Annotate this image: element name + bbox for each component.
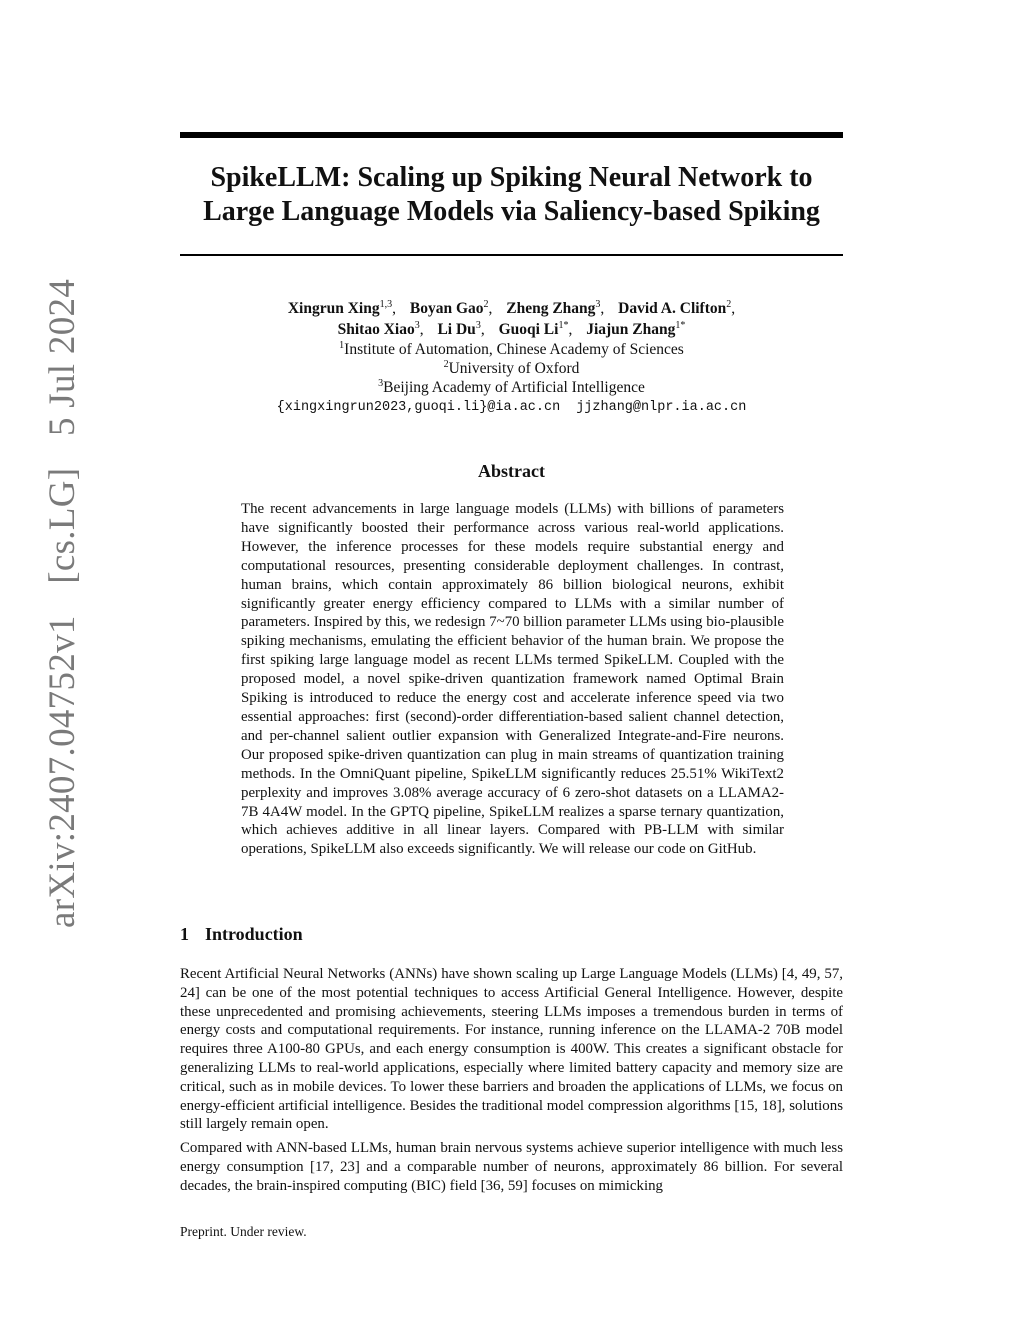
affiliation: $^3$Beijing Academy of Artificial Intelligence [378,378,645,396]
email-line [180,397,843,418]
arxiv-id: arXiv:2407.04752v1 [42,615,83,928]
footer-note: Preprint. Under review. [180,1224,307,1239]
email-2[interactable]: jjzhang@nlpr.ia.ac.cn [576,400,747,415]
author: Li Du$^3$ [437,320,481,338]
title-top-rule [180,132,843,138]
author-line-2: Shitao Xiao$^3$, Li Du$^3$, Guoqi $Li^{1*}$, Jiajun Zhang$^{1*}$ [337,320,686,338]
affiliation: $^1$Institute of Automation, Chinese Academy of Sciences [339,340,684,358]
abstract-text: The recent advancements in large language models (LLMs) with billions of parameters have significantly boosted their performance across various real-world applications. However, the inference processes for these models require substantial energy and computational resources, presenting considerable deployment challenges. In contrast, human brains, which contain approximately 86 billion biological neurons, exhibit significantly greater energy efficiency compared to LLMs with a similar number of parameters. Inspired by this, we redesign 7~70 billion parameter LLMs using bio-plausible spiking mechanisms, emulating the efficient behavior of the human brain. We propose the first spiking large language model as recent LLMs termed SpikeLLM. Coupled with the proposed model, a novel spike-driven quantization framework named Optimal Brain Spiking is introduced to reduce the energy cost and accelerate inference speed via two essential approaches: first (second)-order differentiation-based salient channel detection, and per-channel salient outlier expansion with Generalized Integrate-and-Fire neurons. Our proposed spike-driven quantization can plug in main streams of quantization training methods. In the OmniQuant pipeline, SpikeLLM significantly reduces 25.51% WikiText2 perplexity and improves 3.08% average accuracy of 6 zero-shot datasets on a LLAMA2-7B 4A4W model. In the GPTQ pipeline, SpikeLLM realizes a sparse ternary quantization, which achieves additive in all linear layers. Compared with PB-LLM with similar operations, SpikeLLM also exceeds significantly. We will release our code on GitHub. [241,501,784,858]
arxiv-date: 5 Jul 2024 [42,278,83,437]
title-line-1: SpikeLLM: Scaling up Spiking Neural Network to [210,162,813,193]
arxiv-category: [cs.LG] [42,467,83,584]
author: Boyan Gao$^2$ [409,299,489,317]
author: Zheng Zhang$^3$ [506,299,601,317]
affiliation: $^2$University of Oxford [443,359,580,377]
author: Guoqi $Li^{1*}$ [498,320,569,338]
author: Jiajun Zhang$^{1*}$ [586,320,686,338]
section-heading-introduction [180,924,303,945]
arxiv-stamp [44,279,81,928]
author: Xingrun Xing$^{1,3}$ [287,299,393,317]
section-title: Introduction [205,924,303,944]
title-line-2: Large Language Models via Saliency-based Spiking [203,196,820,227]
intro-paragraph-1: Recent Artificial Neural Networks (ANNs) have shown scaling up Large Language Models (LLMs) [4, 49, 57, 24] can be one of the most potential techniques to access Artificial General Intelligence. However, despite these unprecedented and promising achievements, steering LLMs imposes a tremendous burden in terms of energy costs and computational requirements. For instance, running inference on the LLAMA-2 70B model requires three A100-80 GPUs, and each energy consumption is 400W. This creates a significant obstacle for generalizing LLMs to real-world applications, especially where limited battery capacity and memory size are critical, such as in mobile devices. To lower these barriers and broaden the applications of LLMs, we focus on energy-efficient artificial intelligence. Besides the traditional model compression algorithms [15, 18], solutions still largely remain open. [180,966,843,1133]
intro-paragraph-2: Compared with ANN-based LLMs, human brain nervous systems achieve superior intelligence with much less energy consumption [17, 23] and a comparable number of neurons, approximately 86 billion. For several decades, the brain-inspired computing (BIC) field [36, 59] focuses on mimicking [180,1140,843,1194]
section-number: 1 [180,924,189,944]
abstract-heading: Abstract [478,461,545,481]
author: David A. Clifton$^2$ [618,299,732,317]
author-block [180,298,843,418]
author: Shitao Xiao$^3$ [337,320,420,338]
author-line-1: Xingrun Xing$^{1,3}$, Boyan Gao$^2$, Zheng Zhang$^3$, David A. Clifton$^2$, [287,299,736,317]
paper-title [180,161,843,229]
email-1[interactable]: {xingxingrun2023,guoqi.li}@ia.ac.cn [276,400,561,415]
title-bottom-rule [180,254,843,256]
